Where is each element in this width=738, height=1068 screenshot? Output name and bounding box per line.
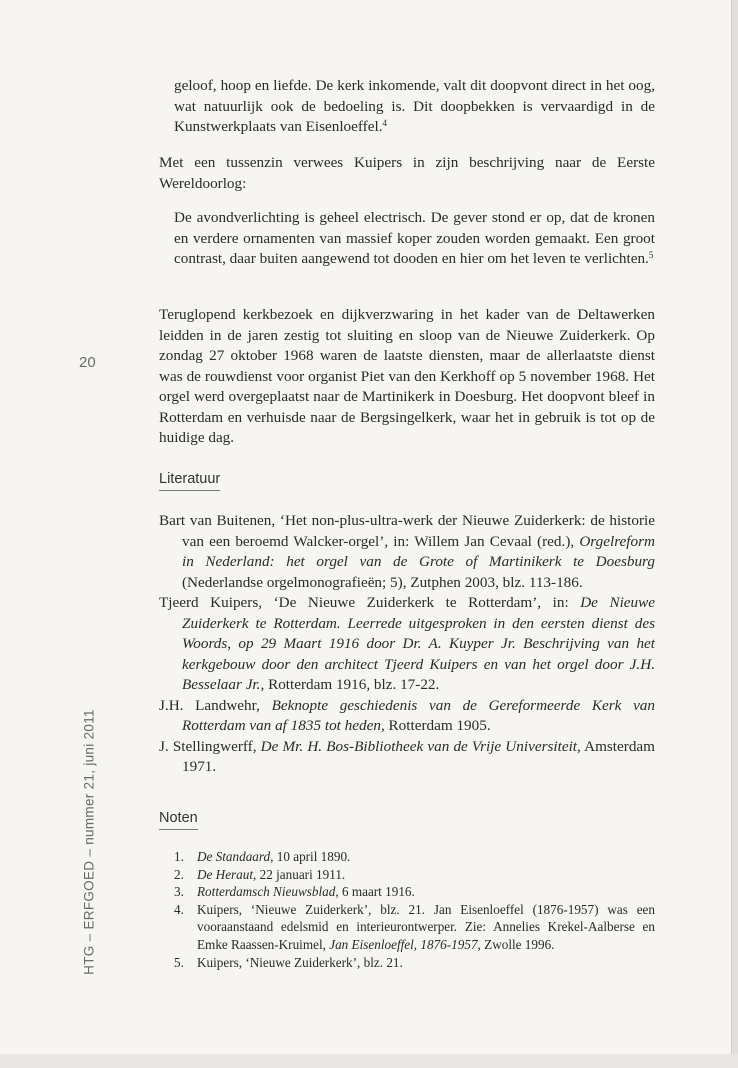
lit-title: Orgelreform in Nederland: het orgel van de Grote of Martinikerk te Doesburg [182,532,655,570]
lit-author: Tjeerd Kuipers, [159,594,274,611]
lit-author: J. Stellingwerff, [159,737,261,755]
footnote-1 [174,848,655,866]
note-text: , Zwolle 1996. [477,936,555,952]
notes-heading: Noten [159,810,198,830]
running-head: HTG – ERFGOED – nummer 21, juni 2011 [81,709,97,975]
note-title: De Heraut [197,866,254,882]
notes-list [174,848,655,971]
literature-entry [159,737,655,778]
note-text: Kuipers, ‘Nieuwe Zuiderkerk’, blz. 21. Jan Eisenloeffel (1876-1957) was een vooraanstaand edelsmid en interieurontwerper. Zie: Annelies Krekel-Aalberse en Emke Raassen-Kruimel, [197,901,655,952]
footnote-5 [174,954,655,972]
lit-title: De Mr. H. Bos-Bibliotheek van de Vrije Universiteit [260,737,578,755]
note-title: Jan Eisenloeffel, 1876-1957 [329,936,478,952]
literature-heading: Literatuur [159,471,220,491]
block-quote-2 [174,208,655,270]
paragraph-2: Teruglopend kerkbezoek en dijkverzwaring in het kader van de Deltawerken leidden in de jaren zestig tot sluiting en sloop van de Nieuwe Zuiderkerk. Op zondag 27 oktober 1968 waren de laatste diensten, maar de allerlaatste dienst was de rouwdienst voor organist Piet van den Kerkhoff op 5 november 1968. Het orgel werd overgeplaatst naar de Martinikerk in Doesburg. Het doopvont bleef in Rotterdam en verhuisde naar de Bergsingelkerk, waar het in gebruik is tot op de huidige dag. [159,306,655,446]
note-title: Rotterdamsch Nieuwsblad [197,884,336,900]
footnote-number: 3. [174,884,184,900]
footnote-number: 4. [174,901,184,917]
lit-text: ‘Het non-plus-ultra-werk der Nieuwe Zuiderkerk: de historie van een beroemd Walcker-orgel’, in: Willem Jan Cevaal (red.), [182,512,655,550]
page-edge [731,0,738,1068]
note-text: , 10 april 1890. [270,849,351,864]
note-text: Kuipers, ‘Nieuwe Zuiderkerk’, blz. 21. [197,954,403,970]
literature-entry [159,696,655,737]
lit-text: , Amsterdam 1971. [182,737,655,775]
lit-author: Bart van Buitenen, [159,512,280,529]
page-bottom-margin [0,1054,738,1068]
footnote-ref-5[interactable]: 5 [648,250,654,260]
block-quote-2-text: De avondverlichting is geheel electrisch. De gever stond er op, dat de kronen en verdere ornamenten van massief koper zouden worden gemaakt. Een groot contrast, daar buiten aangewend tot dooden en hier om het leven te verlichten. [174,209,655,267]
note-title: De Standaard [197,849,271,864]
footnote-3 [174,883,655,901]
block-quote-1 [174,76,655,138]
paragraph-1: Met een tussenzin verwees Kuipers in zijn beschrijving naar de Eerste Wereldoorlog: [159,154,655,192]
note-text: , 6 maart 1916. [335,884,415,900]
lit-title: De Nieuwe Zuiderkerk te Rotterdam. Leerrede uitgesproken in den eersten dienst des Woords, op 29 Maart 1916 door Dr. A. Kuyper Jr. Beschrijving van het kerkgebouw door den architect Tjeerd Kuipers en van het orgel door J.H. Besselaar Jr. [182,594,655,693]
lit-author: J.H. Landwehr, [159,696,272,714]
lit-text: , Rotterdam 1916, blz. 17-22. [260,676,440,693]
block-quote-1-text: geloof, hoop en liefde. De kerk inkomende, valt dit doopvont direct in het oog, wat natuurlijk ook de bedoeling is. Dit doopbekken is vervaardigd in de Kunstwerkplaats van Eisenloeffel. [174,77,655,135]
footnote-number: 2. [174,866,184,882]
lit-title: Beknopte geschiedenis van de Gereformeerde Kerk van Rotterdam van af 1835 tot heden [182,696,655,734]
literature-entry [159,511,655,593]
note-text: , 22 januari 1911. [253,866,346,882]
lit-text: (Nederlandse orgelmonografieën; 5), Zutphen 2003, blz. 113-186. [182,573,583,591]
literature-entry [159,593,655,696]
footnote-4 [174,901,655,954]
page-number: 20 [79,354,96,371]
footnote-2 [174,866,655,884]
footnote-number: 1. [174,849,184,864]
footnote-ref-4[interactable]: 4 [382,118,387,128]
literature-list [159,511,655,778]
footnote-number: 5. [174,954,184,970]
lit-text: , Rotterdam 1905. [380,717,491,734]
lit-text: ‘De Nieuwe Zuiderkerk te Rotterdam’, in: [273,594,581,611]
